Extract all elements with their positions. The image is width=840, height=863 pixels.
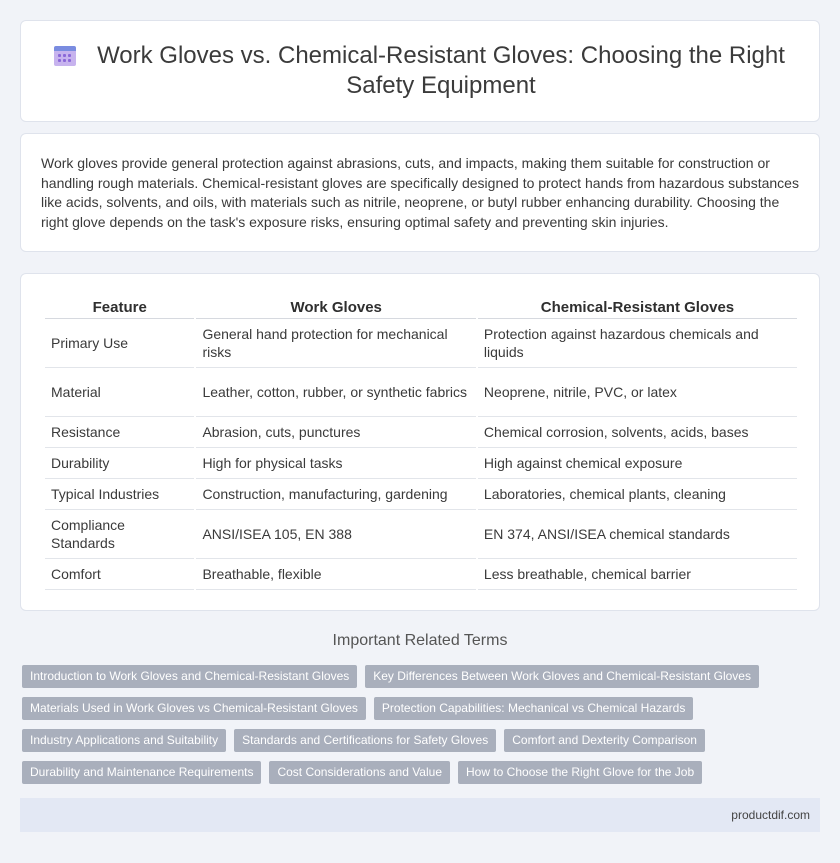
table-row: [45, 368, 797, 417]
table-cell: Breathable, flexible: [196, 559, 475, 590]
calendar-icon: [54, 46, 76, 66]
table-cell: Material: [45, 368, 194, 417]
related-term-tag[interactable]: Materials Used in Work Gloves vs Chemical-Resistant Gloves: [22, 697, 366, 720]
table-cell: Neoprene, nitrile, PVC, or latex: [478, 368, 797, 417]
table-cell: Typical Industries: [45, 479, 194, 510]
table-cell: Less breathable, chemical barrier: [478, 559, 797, 590]
table-cell: EN 374, ANSI/ISEA chemical standards: [478, 510, 797, 559]
table-header-chemical-gloves: Chemical-Resistant Gloves: [478, 298, 797, 319]
table-header-feature: Feature: [45, 298, 194, 319]
footer: [20, 798, 820, 832]
table-cell: High against chemical exposure: [478, 448, 797, 479]
related-term-tag[interactable]: Key Differences Between Work Gloves and Chemical-Resistant Gloves: [365, 665, 759, 688]
table-cell: Durability: [45, 448, 194, 479]
related-term-tag[interactable]: Industry Applications and Suitability: [22, 729, 226, 752]
table-cell: Comfort: [45, 559, 194, 590]
comparison-table: [43, 298, 799, 590]
comparison-table-card: [20, 273, 820, 611]
table-header-row: [45, 298, 797, 319]
related-term-tag[interactable]: Introduction to Work Gloves and Chemical-Resistant Gloves: [22, 665, 357, 688]
related-term-tag[interactable]: Protection Capabilities: Mechanical vs Chemical Hazards: [374, 697, 693, 720]
table-row: [45, 448, 797, 479]
intro-text: Work gloves provide general protection against abrasions, cuts, and impacts, making them suitable for construction or handling rough materials. Chemical-resistant gloves are specifically designed to protect hands from hazardous substances like acids, solvents, and oils, with materials such as nitrile, neoprene, or butyl rubber enhancing durability. Choosing the right glove depends on the task's exposure risks, ensuring optimal safety and preventing skin injuries.: [41, 155, 799, 230]
related-terms-title: Important Related Terms: [332, 632, 508, 649]
related-term-tag[interactable]: Cost Considerations and Value: [269, 761, 450, 784]
footer-brand: productdif.com: [731, 808, 810, 822]
table-row: [45, 559, 797, 590]
table-cell: Primary Use: [45, 319, 194, 368]
table-header-work-gloves: Work Gloves: [196, 298, 475, 319]
table-cell: ANSI/ISEA 105, EN 388: [196, 510, 475, 559]
table-row: [45, 417, 797, 448]
table-cell: Abrasion, cuts, punctures: [196, 417, 475, 448]
table-row: [45, 510, 797, 559]
table-cell: Resistance: [45, 417, 194, 448]
table-cell: Chemical corrosion, solvents, acids, bases: [478, 417, 797, 448]
table-row: [45, 479, 797, 510]
related-term-tag[interactable]: Durability and Maintenance Requirements: [22, 761, 261, 784]
table-cell: Compliance Standards: [45, 510, 194, 559]
related-term-tag[interactable]: Standards and Certifications for Safety Gloves: [234, 729, 496, 752]
related-term-tag[interactable]: How to Choose the Right Glove for the Job: [458, 761, 702, 784]
intro-card: [20, 133, 820, 252]
related-terms-tags: [22, 665, 822, 793]
table-cell: Construction, manufacturing, gardening: [196, 479, 475, 510]
page-title: Work Gloves vs. Chemical-Resistant Gloves: Choosing the Right Safety Equipment: [97, 42, 785, 99]
title-card: [20, 20, 820, 122]
table-cell: General hand protection for mechanical risks: [196, 319, 475, 368]
table-row: [45, 319, 797, 368]
table-cell: High for physical tasks: [196, 448, 475, 479]
table-cell: Laboratories, chemical plants, cleaning: [478, 479, 797, 510]
table-cell: Leather, cotton, rubber, or synthetic fabrics: [196, 368, 475, 417]
table-cell: Protection against hazardous chemicals and liquids: [478, 319, 797, 368]
related-term-tag[interactable]: Comfort and Dexterity Comparison: [504, 729, 705, 752]
